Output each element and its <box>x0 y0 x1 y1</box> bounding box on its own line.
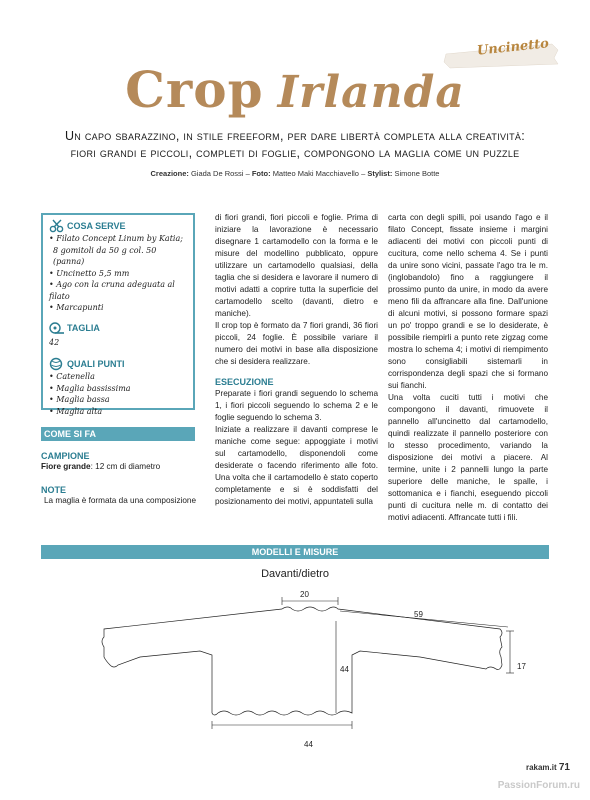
credit-value-foto: Matteo Maki Macchiavello <box>272 169 359 178</box>
come-si-fa-bar: COME SI FA <box>41 427 195 441</box>
dim-label-cuff: 17 <box>517 662 526 671</box>
col2-paragraph-4: Iniziate a realizzare il davanti comprese le maniche come segue: appoggiate i motivi sul cartamodello, disponendoli come desiderate o facendo riferimento alle foto. Una volta che il cartamodello è stato coperto completamente e si è soddisfatti del posizionamento dei motivi, appuntateli sulla <box>215 425 378 506</box>
materials-box <box>41 213 195 416</box>
credit-label-foto: Foto: <box>251 169 271 178</box>
credit-label-stylist: Stylist: <box>367 169 393 178</box>
campione-label: Fiore grande <box>41 462 91 471</box>
esecuzione-heading: ESECUZIONE <box>215 377 274 387</box>
credits <box>60 169 530 178</box>
quali-punti-list <box>49 371 189 417</box>
cosa-serve-title: COSA SERVE <box>67 221 126 231</box>
title-word-1: Crop <box>125 60 264 119</box>
column-3 <box>388 212 548 524</box>
credit-label-creazione: Creazione: <box>150 169 189 178</box>
subtitle <box>30 128 560 162</box>
note-heading: NOTE <box>41 485 67 495</box>
col3-paragraph-1: carta con degli spilli, poi usando l'ago e il filato Concept, fissate insieme i margini adiacenti dei motivi con piccoli punti di cucitura, come nello schema 4. Se i punti da unire sono vicini, passate l'ago tra le m. (inglobandolo) fino a raggiungere il prossimo punto da unire, in modo da avere meno fili da affrancare alla fine. Dall'unione di alcuni motivi, si possono formare spazi un po' troppo grandi e se lo desiderate, è possibile riempirli a punto rete zigzag come mostra lo schema 4; i motivi di riempimento sono consigliabili sistemarli in corrispondenza degli spazi che si formano sui fianchi. <box>388 213 548 390</box>
quali-punti-title: QUALI PUNTI <box>67 359 125 369</box>
modelli-misure-bar: MODELLI E MISURE <box>41 545 549 559</box>
page-title <box>0 60 590 119</box>
cosa-serve-list <box>49 233 189 314</box>
list-item: • Catenella <box>49 372 95 381</box>
list-item: • Maglia bassissima <box>49 383 131 393</box>
credit-value-creazione: Giada De Rossi <box>190 169 244 178</box>
cosa-serve-heading <box>49 219 189 233</box>
dim-label-top: 20 <box>300 590 309 599</box>
list-item: • Maglia alta <box>49 406 103 416</box>
taglia-value: 42 <box>49 337 60 347</box>
list-item: • Marcapunti <box>49 303 104 312</box>
col3-paragraph-2: Una volta cuciti tutti i motivi che compongono il davanti, rimuovete il pannello all'uncinetto dal cartamodello, quindi realizzate il pannello posteriore con lo stesso procedimento, variando la disposizione dei motivi a piacere. Al termine, unite i 2 pannelli lungo la parte superiore delle maniche, le spalle, i sottomanica e i fianchi, eseguendo piccoli punti di cucitura nelle m. di contatto dei motivi adiacenti. Affrancate tutti i fili. <box>388 393 548 522</box>
list-item: • Maglia bassa <box>49 395 110 404</box>
yarn-ball-icon <box>49 357 65 371</box>
dim-label-sleeve: 59 <box>414 610 423 619</box>
list-item: • Filato Concept Linum by Katia; <box>49 234 183 243</box>
scissors-icon <box>49 219 65 233</box>
note-text: La maglia è formata da una composizione <box>44 496 197 505</box>
quali-punti-heading <box>49 357 189 371</box>
dim-line-sleeve <box>340 611 508 627</box>
col2-paragraph-2: Il crop top è formato da 7 fiori grandi, 36 fiori piccoli, 24 foglie. È possibile variare il numero dei motivi in base alla disposizione che si desidera realizzare. <box>215 321 378 366</box>
garment-outline <box>102 607 502 715</box>
category-tag: Uncinetto <box>476 36 550 59</box>
title-word-2: Irlanda <box>277 67 465 118</box>
tape-measure-icon <box>49 321 65 335</box>
campione-value: : 12 cm di diametro <box>90 462 161 471</box>
list-item: 8 gomitoli da 50 g col. 50 (panna) <box>53 245 157 266</box>
campione-text <box>41 461 201 473</box>
campione-section <box>41 451 201 507</box>
campione-heading: CAMPIONE <box>41 451 90 461</box>
diagram-title: Davanti/dietro <box>261 568 329 580</box>
col2-paragraph-3: Preparate i fiori grandi seguendo lo schema 1, i fiori piccoli seguendo lo schema 2 e le foglie seguendo lo schema 3. <box>215 389 378 422</box>
col2-paragraph-1: di fiori grandi, fiori piccoli e foglie. Prima di iniziare la lavorazione è necessario disegnare 1 cartamodello con la forma e le misure del modellino pubblicato, oppure utilizzare un cartamodello qualsiasi, della taglia che si desidera e lavorare il numero di motivi adatti a coprire tutta la superficie del cartamodello scelto (davanti, dietro e maniche). <box>215 213 378 318</box>
list-item: • Ago con la cruna adeguata al filato <box>49 280 175 301</box>
dim-label-height: 44 <box>340 665 349 674</box>
taglia-title: TAGLIA <box>67 322 100 333</box>
credit-sep: – <box>361 169 366 178</box>
watermark: PassionForum.ru <box>497 780 580 791</box>
page-footer <box>526 762 570 773</box>
dim-label-bottom: 44 <box>304 740 313 749</box>
subtitle-line-1: Un capo sbarazzino, in stile freeform, per dare libertà completa alla creatività: <box>64 129 526 143</box>
credit-sep: – <box>245 169 250 178</box>
pattern-diagram <box>0 585 590 760</box>
credit-value-stylist: Simone Botte <box>394 169 440 178</box>
column-2 <box>215 212 378 508</box>
list-item: • Uncinetto 5,5 mm <box>49 268 130 278</box>
footer-site: rakam.it <box>525 763 557 772</box>
taglia-heading <box>49 321 189 335</box>
subtitle-line-2: fiori grandi e piccoli, completi di foglie, compongono la maglia come un puzzle <box>70 146 520 160</box>
page-number: 71 <box>558 762 570 773</box>
